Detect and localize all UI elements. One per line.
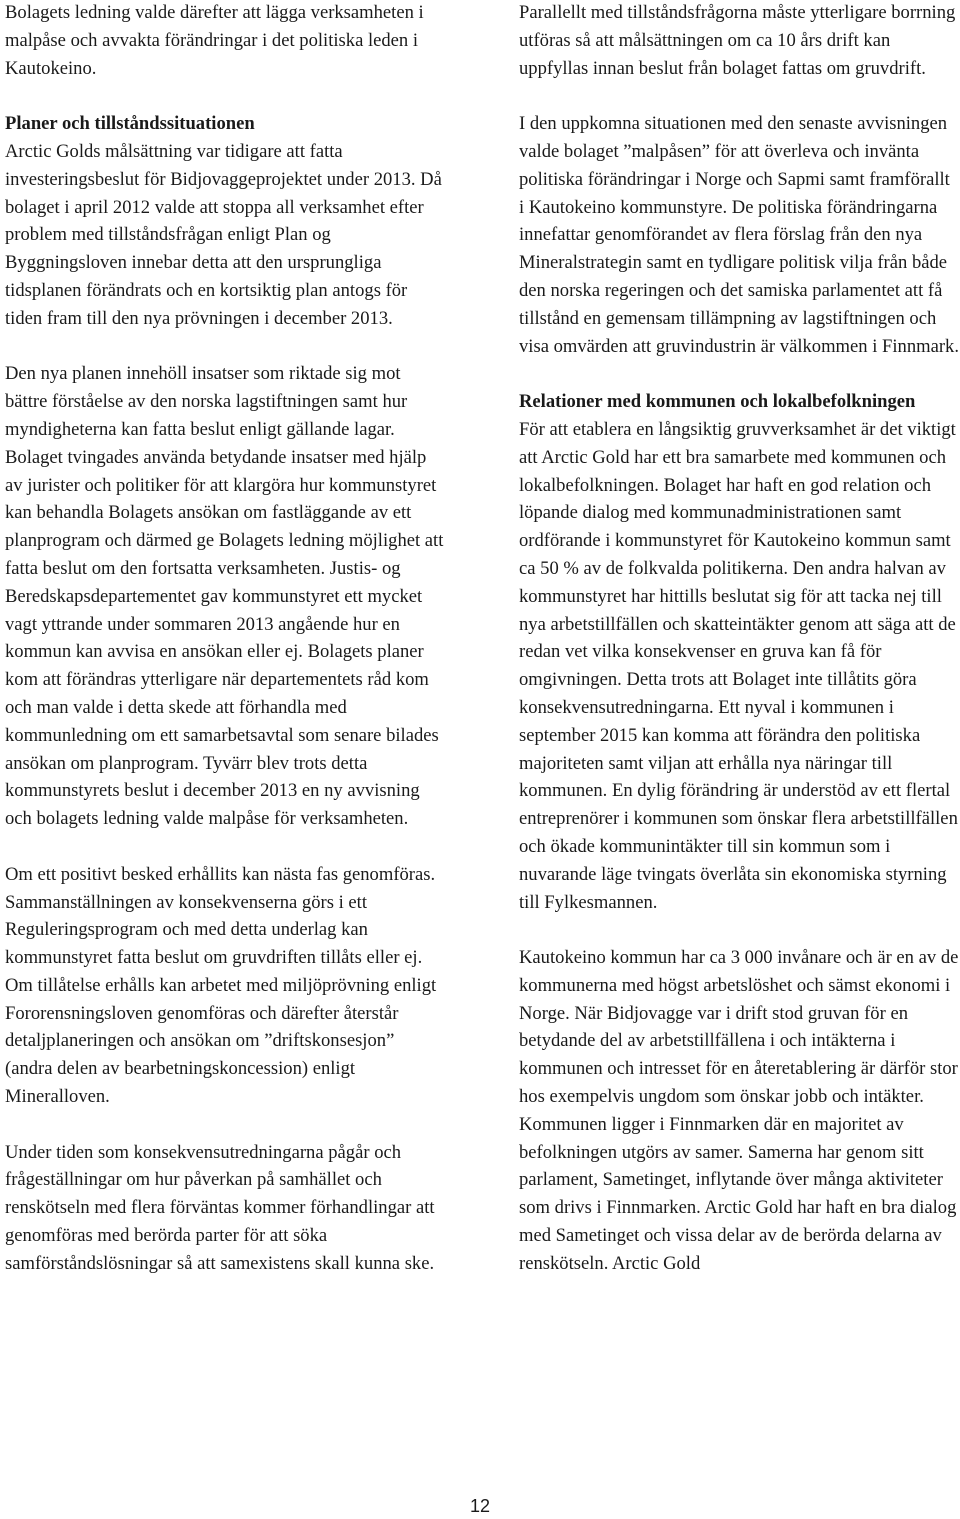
paragraph: Kautokeino kommun har ca 3 000 invånare och är en av de kommunerna med högst arbetslöshet och sämst ekonomi i Norge. När Bidjovagge var i drift stod gruvan för en betydande del av arbetstillfällena i och intäkterna i kommunen och intresset för en återetablering är därför stor hos exempelvis ungdom som önskar jobb och intäkter. Kommunen ligger i Finnmarken där en majoritet av befolkningen utgörs av samer. Samerna har genom sitt parlament, Sametinget, inflytande över många aktiviteter som drivs i Finnmarken. Arctic Gold har haft en bra dialog med Sametinget och vissa delar av de berörda delarna av renskötseln. Arctic Gold xyxy=(519,947,959,1274)
right-column xyxy=(519,0,959,1305)
section-planer xyxy=(5,110,445,332)
section-heading: Planer och tillståndssituationen xyxy=(5,113,255,135)
paragraph-text: Arctic Golds målsättning var tidigare att fatta investeringsbeslut för Bidjovaggeprojektet under 2013. Då bolaget i april 2012 valde att stoppa all verksamhet efter problem med tillståndsfrågan enligt Plan og Byggningsloven innebar detta att den ursprungliga tidsplanen förändrats och en kortsiktig plan antogs för tiden fram till den nya prövningen i december 2013. xyxy=(5,140,442,329)
left-column xyxy=(5,0,445,1305)
paragraph: Parallellt med tillståndsfrågorna måste ytterligare borrning utföras så att målsättningen om ca 10 års drift kan uppfyllas innan beslut från bolaget fattas om gruvdrift. xyxy=(519,2,956,79)
section-heading: Relationer med kommunen och lokalbefolkningen xyxy=(519,391,916,413)
paragraph: Under tiden som konsekvensutredningarna pågår och frågeställningar om hur påverkan på samhället och renskötseln med flera förväntas kommer förhandlingar att genomföras med berörda parter för att söka samförståndslösningar så att samexistens skall kunna ske. xyxy=(5,1141,435,1274)
paragraph: Om ett positivt besked erhållits kan nästa fas genomföras. Sammanställningen av konsekvenserna görs i ett Reguleringsprogram och med detta underlag kan kommunstyret fatta beslut om gruvdriften tillåts eller ej. Om tillåtelse erhålls kan arbetet med miljöprövning enligt Fororensningsloven genomföras och därefter återstår detaljplaneringen och ansökan om ”driftskonsesjon” (andra delen av bearbetningskoncession) enligt Mineralloven. xyxy=(5,863,437,1108)
section-relationer xyxy=(519,388,959,916)
paragraph-text: För att etablera en långsiktig gruvverksamhet är det viktigt att Arctic Gold har ett bra samarbete med kommunen och lokalbefolkningen. Bolaget har haft en god relation och löpande dialog med kommunadministrationen samt ordförande i kommunstyret för Kautokeino kommun samt ca 50 % av de folkvalda politikerna. Den andra halvan av kommunstyret har hittills beslutat sig för att tacka nej till nya arbetstillfällen och skatteintäkter genom att säga att de redan vet vilka konsekvenser en gruva kan få för omgivningen. Detta trots att Bolaget inte tillåtits göra konsekvensutredningarna. Ett nyval i kommunen i september 2015 kan komma att förändra den politiska majoriteten samt viljan att erhålla nya näringar till kommunen. En dylig förändring är understöd av ett flertal entreprenörer i kommunen som önskar flera arbetstillfällen och ökade kommunintäkter till sin kommun som i nuvarande läge tvingats överlåta sin ekonomiska styrning till Fylkesmannen. xyxy=(519,418,958,913)
paragraph: Bolagets ledning valde därefter att lägga verksamheten i malpåse och avvakta förändringar i det politiska leden i Kautokeino. xyxy=(5,2,424,79)
paragraph: Den nya planen innehöll insatser som riktade sig mot bättre förståelse av den norska lagstiftningen samt hur myndigheterna kan fatta beslut enligt gällande lagar. Bolaget tvingades använda betydande insatser med hjälp av jurister och politiker för att klargöra hur kommunstyret kan behandla Bolagets ansökan om fastläggande av ett planprogram och därmed ge Bolagets ledning möjlighet att fatta beslut om den fortsatta verksamheten. Justis- og Beredskapsdepartementet gav kommunstyret ett mycket vagt yttrande under sommaren 2013 angående hur en kommun kan avvisa en ansökan eller ej. Bolagets planer kom att förändras ytterligare när departementets råd kom och man valde i detta skede att förhandla med kommunledning om ett samarbetsavtal som senare bilades ansökan om planprogram. Tyvärr blev trots detta kommunstyrets beslut i december 2013 en ny avvisning och bolagets ledning valde malpåse för verksamheten. xyxy=(5,363,444,830)
page-number: 12 xyxy=(469,1496,491,1516)
paragraph: I den uppkomna situationen med den senaste avvisningen valde bolaget ”malpåsen” för att överleva och invänta politiska förändringar i Norge och Sapmi samt framförallt i Kautokeino kommunstyre. De politiska förändringarna innefattar genomförandet av flera förslag från den nya Mineralstrategin samt en tydligare politisk vilja från både den norska regeringen och det samiska parlamentet att få tillstånd en gemensam tillämpning av lagstiftningen och visa omvärden att gruvindustrin är välkommen i Finnmark. xyxy=(519,113,959,357)
